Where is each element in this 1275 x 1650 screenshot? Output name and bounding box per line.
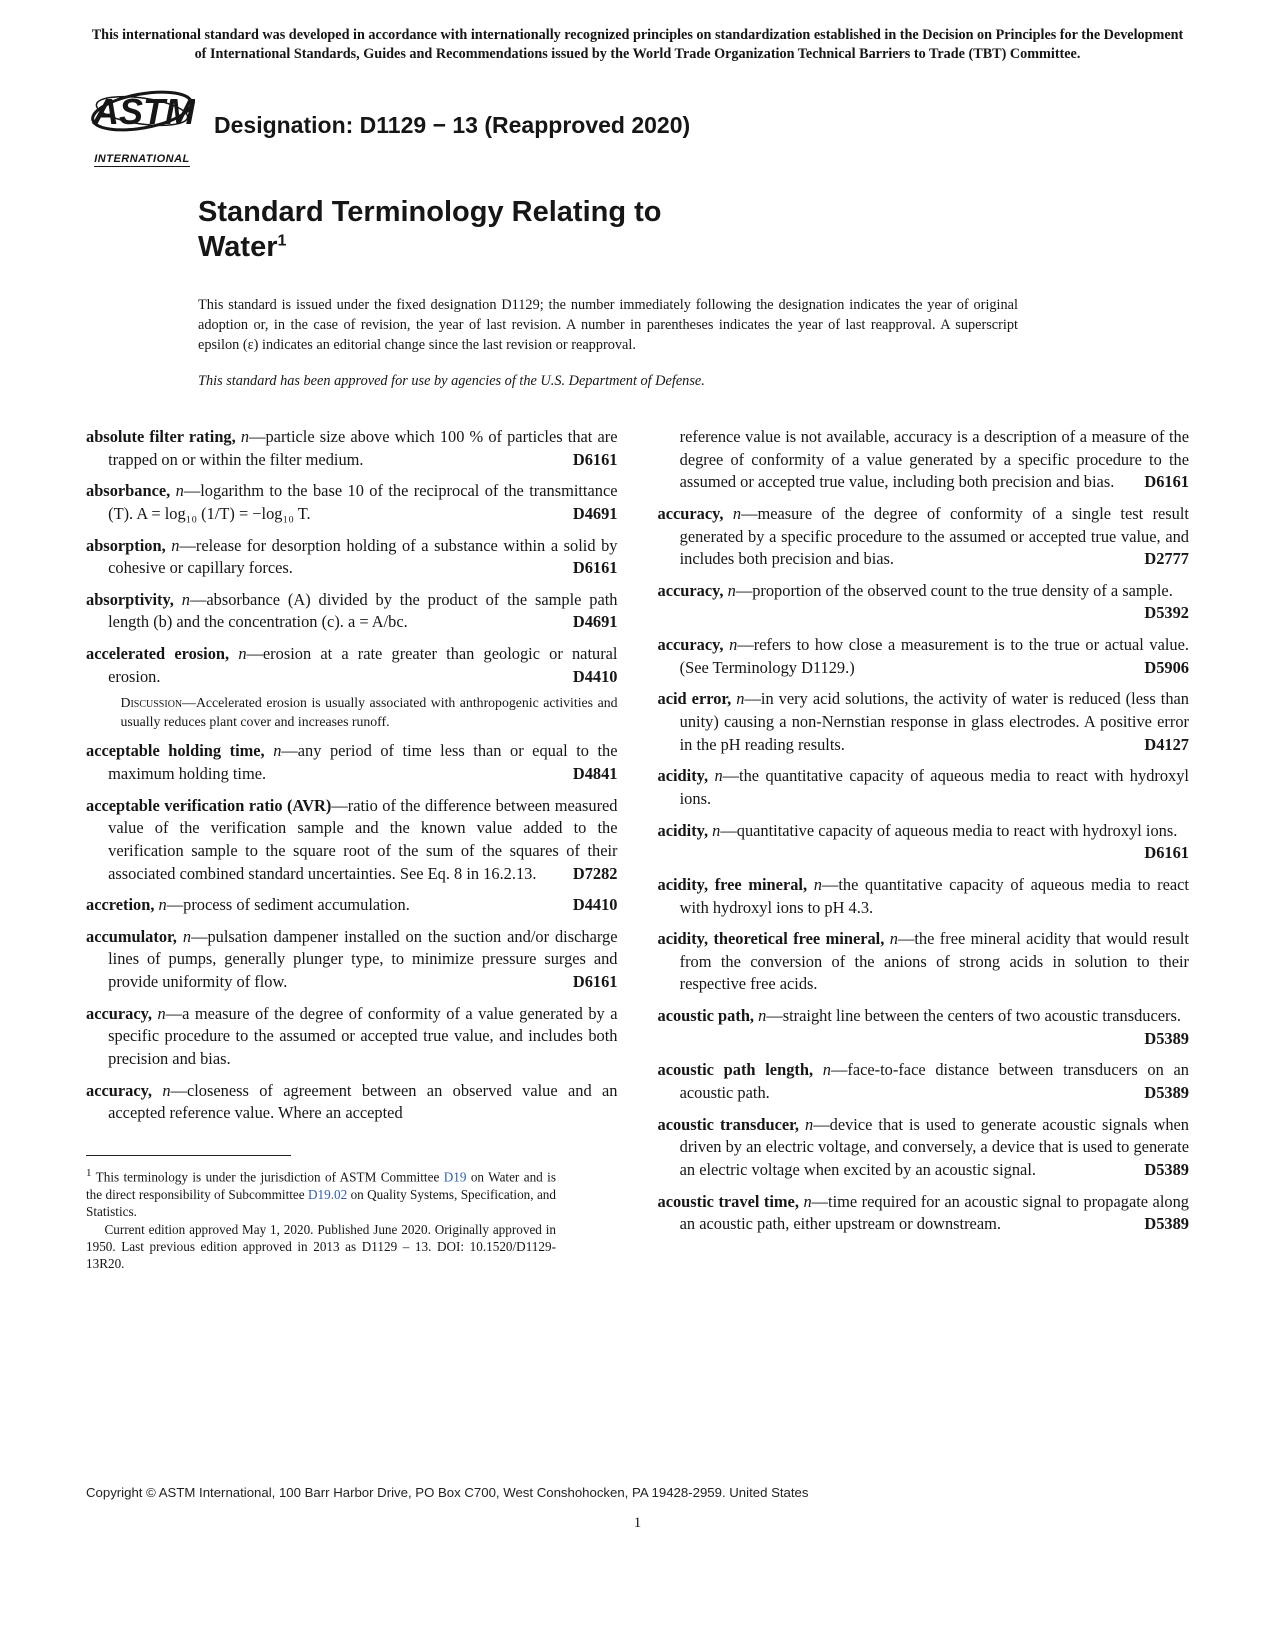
term-word: acidity, — [657, 820, 709, 840]
definition-text: —proportion of the observed count to the true density of a sample. — [735, 580, 1173, 600]
wto-notice: This international standard was developed in accordance with internationally recognized principles on standardization established in the Decision on Principles for the Development of International Standards, Guides and Recommendations issued by the World Trade Organization Technical Barriers to Trade (TBT) Committee. — [91, 27, 1184, 63]
part-of-speech: n — [758, 1006, 767, 1026]
footnote-marker: 1 — [86, 1166, 92, 1179]
definition-text: —face-to-face distance between transducers on an acoustic path. — [679, 1060, 1189, 1102]
term-word: acidity, theoretical free mineral, — [657, 929, 885, 949]
header-block — [198, 195, 1189, 390]
term-word: accuracy, — [657, 503, 724, 523]
designation-code: D2777 — [1144, 549, 1189, 569]
masthead — [86, 84, 1189, 167]
part-of-speech: n — [712, 820, 721, 840]
term-word: acid error, — [657, 689, 732, 709]
term-entry — [86, 1003, 618, 1071]
term-entry-continuation — [658, 426, 1190, 494]
designation-code: D6161 — [1144, 843, 1189, 863]
page-title — [198, 195, 678, 265]
definition-text: —refers to how close a measurement is to the true or actual value. (See Terminology D1129.) — [679, 635, 1189, 677]
footnote-edition: Current edition approved May 1, 2020. Published June 2020. Originally approved in 1950. Last previous edition approved in 2013 as D1129 – 13. DOI: 10.1520/D1129-13R20. — [86, 1221, 556, 1272]
term-word: accuracy, — [657, 635, 724, 655]
designation-code: D6161 — [572, 449, 618, 469]
term-word: acceptable holding time, — [86, 741, 265, 761]
astm-logo-mark — [89, 84, 195, 144]
definition-text: —logarithm to the base 10 of the reciprocal of the transmittance (T). A = log₁₀ (1/T) = −log₁₀ T. — [108, 481, 618, 523]
term-word: acoustic transducer, — [657, 1114, 800, 1134]
term-entry — [86, 589, 618, 634]
definition-text: —process of sediment accumulation. — [166, 895, 410, 915]
part-of-speech: n — [162, 1080, 171, 1100]
term-entry — [658, 928, 1190, 996]
title-text: Standard Terminology Relating to Water — [198, 196, 662, 264]
discussion-label: Discussion — [120, 695, 183, 711]
definition-text: —in very acid solutions, the activity of water is reduced (less than unity) causing a non-Nernstian response in glass electrodes. A positive error in the pH reading results. — [679, 689, 1189, 754]
term-entry — [658, 1059, 1190, 1104]
definition-text: —a measure of the degree of conformity of a value generated by a specific procedure to the assumed or accepted true value, and includes both precision and bias. — [108, 1003, 618, 1069]
definition-text: —time required for an acoustic signal to propagate along an acoustic path, either upstream or downstream. — [679, 1191, 1189, 1234]
part-of-speech: n — [182, 926, 192, 946]
term-word: accelerated erosion, — [86, 644, 230, 664]
astm-logo-subtext: INTERNATIONAL — [94, 153, 190, 166]
term-entry — [86, 643, 618, 688]
definition-text: —pulsation dampener installed on the suction and/or discharge lines of pumps, generally plunger type, to minimize pressure surges and provide uniformity of flow. — [108, 926, 618, 992]
definition-text: —device that is used to generate acoustic signals when driven by an electric voltage, and conversely, a device that is used to generate an electric voltage when excited by an acoustic signal. — [679, 1114, 1189, 1179]
designation-code: D6161 — [572, 972, 618, 992]
designation-code: D4841 — [572, 764, 618, 783]
footnote-divider — [86, 1155, 291, 1156]
discussion-note: Discussion—Accelerated erosion is usually associated with anthropogenic activities and usually reduces plant cover and increases runoff. — [120, 695, 618, 729]
footnote-jurisdiction — [86, 1166, 556, 1221]
term-word: acoustic path length, — [657, 1060, 814, 1080]
term-word: acoustic path, — [657, 1006, 755, 1026]
designation-code: D5389 — [1144, 1159, 1189, 1179]
definition-text: —particle size above which 100 % of particles that are trapped on or within the filter medium. — [108, 426, 618, 469]
term-entry — [86, 535, 618, 580]
term-entry — [86, 480, 618, 525]
part-of-speech: n — [803, 1191, 812, 1211]
designation-code: D4691 — [572, 612, 618, 632]
two-column-body — [86, 426, 1189, 1273]
term-word: accuracy, — [86, 1003, 152, 1023]
term-entry — [86, 740, 618, 785]
term-word: acoustic travel time, — [657, 1191, 799, 1211]
term-word: absorptivity, — [86, 589, 174, 609]
part-of-speech: n — [727, 580, 736, 600]
designation-code: D4410 — [572, 895, 618, 915]
designation-code: D5389 — [1144, 1083, 1189, 1102]
designation-code: D5389 — [1144, 1214, 1189, 1234]
term-word: accumulator, — [86, 926, 177, 946]
part-of-speech: n — [171, 535, 180, 555]
designation-code: D5389 — [1144, 1028, 1189, 1048]
part-of-speech: n — [175, 481, 184, 501]
title-footnote-marker: 1 — [277, 232, 287, 250]
footnote-block — [86, 1155, 556, 1273]
right-column — [658, 426, 1190, 1273]
part-of-speech: n — [240, 426, 250, 446]
term-entry — [658, 688, 1190, 756]
part-of-speech: n — [729, 635, 738, 655]
term-entry — [658, 1005, 1190, 1050]
term-entry — [86, 426, 618, 471]
term-entry — [658, 1114, 1190, 1182]
part-of-speech: n — [158, 895, 167, 915]
svg-text:ASTM: ASTM — [93, 91, 195, 133]
definition-text: —release for desorption holding of a substance within a solid by cohesive or capillary forces. — [108, 535, 618, 578]
term-entry — [658, 765, 1190, 810]
designation-code: D6161 — [1144, 472, 1189, 492]
definition-text: —straight line between the centers of two acoustic transducers. — [766, 1006, 1181, 1026]
part-of-speech: n — [805, 1114, 814, 1134]
term-word: absolute filter rating, — [86, 426, 236, 446]
term-entry — [658, 1191, 1190, 1236]
designation-code: D4410 — [572, 666, 618, 686]
page-number: 1 — [633, 1515, 642, 1531]
designation-code: D5906 — [1144, 657, 1189, 677]
designation-code: D6161 — [572, 558, 618, 578]
term-word: accuracy, — [657, 580, 724, 600]
part-of-speech: n — [889, 929, 898, 949]
part-of-speech: n — [736, 689, 745, 709]
part-of-speech: n — [822, 1060, 831, 1080]
dod-approval-note: This standard has been approved for use by agencies of the U.S. Department of Defense. — [198, 372, 705, 389]
term-word: acceptable verification ratio (AVR) — [86, 795, 332, 815]
definition-text: —the quantitative capacity of aqueous media to react with hydroxyl ions to pH 4.3. — [679, 874, 1189, 917]
part-of-speech: n — [238, 644, 247, 664]
part-of-speech: n — [714, 766, 723, 786]
term-word: absorbance, — [86, 481, 171, 501]
definition-text: —measure of the degree of conformity of a single test result generated by a specific procedure to the assumed or accepted true value, and includes both precision and bias. — [679, 503, 1189, 569]
term-entry — [658, 874, 1190, 919]
issuance-note: This standard is issued under the fixed designation D1129; the number immediately following the designation indicates the year of original adoption or, in the case of revision, the year of last revision. A number in parentheses indicates the year of last reapproval. A superscript epsilon (ε) indicates an editorial change since the last revision or reapproval. — [198, 296, 1018, 353]
term-word: accuracy, — [86, 1080, 152, 1100]
designation-code: D4127 — [1144, 734, 1189, 754]
term-word: absorption, — [86, 535, 166, 555]
part-of-speech: n — [157, 1003, 166, 1023]
committee-link[interactable]: D19 — [443, 1169, 467, 1185]
term-entry — [658, 634, 1190, 679]
term-word: acidity, free mineral, — [657, 874, 808, 894]
term-entry — [658, 820, 1190, 865]
footnote-text-1: This terminology is under the jurisdiction of ASTM Committee — [91, 1169, 444, 1185]
definition-text: —absorbance (A) divided by the product of the sample path length (b) and the concentration (c). a = A/bc. — [108, 589, 618, 632]
left-column — [86, 426, 618, 1273]
footnote-text-2: on Water and is the direct responsibility of Subcommittee — [86, 1169, 556, 1202]
term-word: accretion, — [86, 895, 155, 915]
definition-text: —erosion at a rate greater than geologic or natural erosion. — [108, 644, 618, 686]
definition-text: —any period of time less than or equal to the maximum holding time. — [108, 741, 618, 783]
definition-text: —quantitative capacity of aqueous media to react with hydroxyl ions. — [720, 820, 1178, 840]
part-of-speech: n — [273, 741, 282, 761]
definition-text: —the quantitative capacity of aqueous media to react with hydroxyl ions. — [679, 766, 1189, 808]
part-of-speech: n — [813, 874, 822, 894]
term-entry — [86, 1080, 618, 1125]
term-entry — [658, 503, 1190, 571]
footnote-text-3: on Quality Systems, Specification, and Statistics. — [86, 1186, 556, 1220]
definition-text: —ratio of the difference between measured value of the verification sample and the known value added to the verification sample to the square root of the sum of the squares of their associated combined standard uncertainties. See Eq. 8 in 16.2.13. — [108, 795, 618, 883]
designation-code: D5392 — [1144, 603, 1189, 623]
part-of-speech: n — [732, 503, 742, 523]
definition-text: —the free mineral acidity that would result from the conversion of the anions of strong acids in solution to their respective free acids. — [679, 929, 1189, 994]
term-entry — [86, 795, 618, 886]
part-of-speech: n — [181, 589, 190, 609]
copyright-line: Copyright © ASTM International, 100 Barr Harbor Drive, PO Box C700, West Conshohocken, PA 19428-2959. United States — [86, 1485, 809, 1500]
term-entry — [86, 926, 618, 994]
term-entry — [658, 580, 1190, 625]
definition-text: reference value is not available, accuracy is a description of a measure of the degree of conformity of a value generated by a specific procedure to the assumed or accepted true value, including both precision and bias. — [679, 426, 1189, 492]
astm-logo — [86, 84, 198, 167]
term-entry — [86, 894, 618, 917]
subcommittee-link[interactable]: D19.02 — [307, 1186, 348, 1202]
designation-code: D4691 — [572, 503, 618, 523]
definition-text: —closeness of agreement between an observed value and an accepted reference value. Where an accepted — [108, 1080, 618, 1123]
term-word: acidity, — [657, 766, 709, 786]
designation-code: D7282 — [572, 863, 618, 883]
designation-line: Designation: D1129 − 13 (Reapproved 2020) — [214, 112, 691, 139]
